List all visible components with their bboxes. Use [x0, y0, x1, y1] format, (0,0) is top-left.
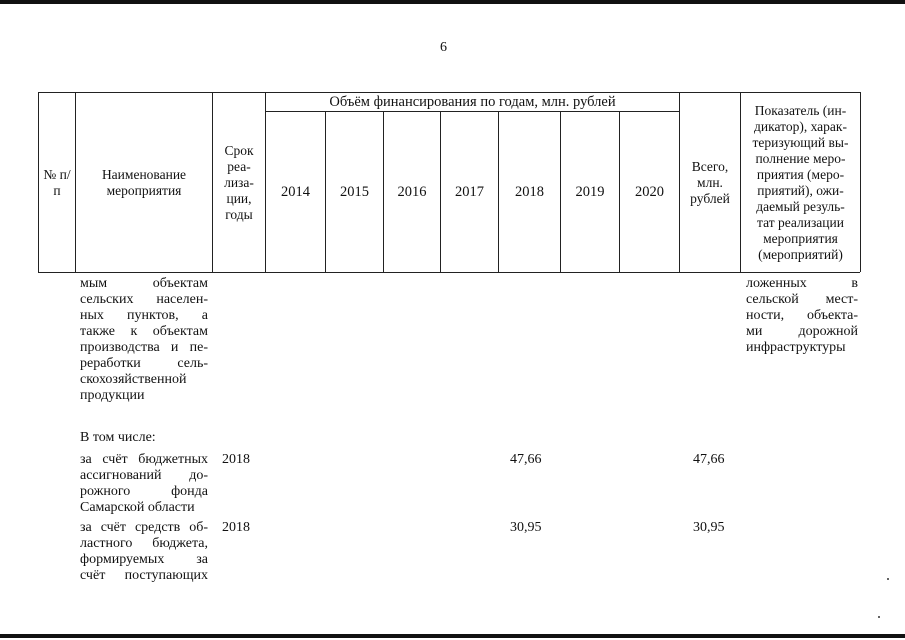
row-name-line: формируемых за: [80, 552, 208, 567]
scan-speck: [887, 578, 889, 580]
header-bottom-line: [38, 272, 860, 273]
continuation-indicator-line: сельской мест-: [746, 292, 858, 307]
header-term: Срок реа-лиза-ции, годы: [224, 142, 254, 222]
row-term: 2018: [222, 452, 250, 467]
continuation-name-line: сельских населен-: [80, 292, 208, 307]
row-total: 30,95: [693, 520, 725, 535]
header-year-2015: 2015: [340, 184, 369, 200]
top-border-rule: [0, 0, 905, 4]
header-name: Наименование мероприятия: [101, 166, 187, 198]
header-indicator: Показатель (ин-дикатор), харак-теризующий вы-полнение меро-приятия (меро-приятий), ожи-даемый резуль-тат реализации мероприятия (мероприятий): [752, 102, 849, 262]
continuation-indicator-line: ложенных в: [746, 276, 858, 291]
row-name-line: рожного фонда: [80, 484, 208, 499]
row-name-line: ассигнований до-: [80, 468, 208, 483]
continuation-indicator-line: инфраструктуры: [746, 340, 846, 355]
header-year-2017: 2017: [455, 184, 484, 200]
row-value-2018: 30,95: [510, 520, 542, 535]
row-name-line: ластного бюджета,: [80, 536, 208, 551]
continuation-name-line: производства и пе-: [80, 340, 208, 355]
header-total: Всего, млн. рублей: [690, 158, 730, 206]
row-total: 47,66: [693, 452, 725, 467]
continuation-name-line: реработки сель-: [80, 356, 208, 371]
header-year-2014: 2014: [281, 184, 310, 200]
continuation-name-line: ных пунктов, а: [80, 308, 208, 323]
row-name-line: Самарской области: [80, 500, 195, 515]
row-term: 2018: [222, 520, 250, 535]
header-number: № п/п: [43, 166, 71, 198]
col-line-right: [860, 92, 861, 272]
row-value-2018: 47,66: [510, 452, 542, 467]
header-funding-title: Объём финансирования по годам, млн. рублей: [329, 94, 616, 110]
header-year-2016: 2016: [397, 184, 427, 200]
row-name-line: счёт поступающих: [80, 568, 208, 583]
header-year-2018: 2018: [515, 184, 544, 200]
continuation-name-line: также к объектам: [80, 324, 208, 339]
header-year-2019: 2019: [575, 184, 605, 200]
continuation-indicator-line: ми дорожной: [746, 324, 858, 339]
continuation-name-line: продукции: [80, 388, 145, 403]
continuation-name-line: скохозяйственной: [80, 372, 187, 387]
page-number: 6: [440, 40, 447, 55]
subtitle-including: В том числе:: [80, 430, 156, 445]
scan-speck: [878, 616, 880, 618]
continuation-indicator-line: ности, объекта-: [746, 308, 858, 323]
continuation-name-line: мым объектам: [80, 276, 208, 291]
bottom-border-rule: [0, 634, 905, 638]
row-name-line: за счёт средств об-: [80, 520, 208, 535]
header-year-2020: 2020: [635, 184, 664, 200]
row-name-line: за счёт бюджетных: [80, 452, 208, 467]
